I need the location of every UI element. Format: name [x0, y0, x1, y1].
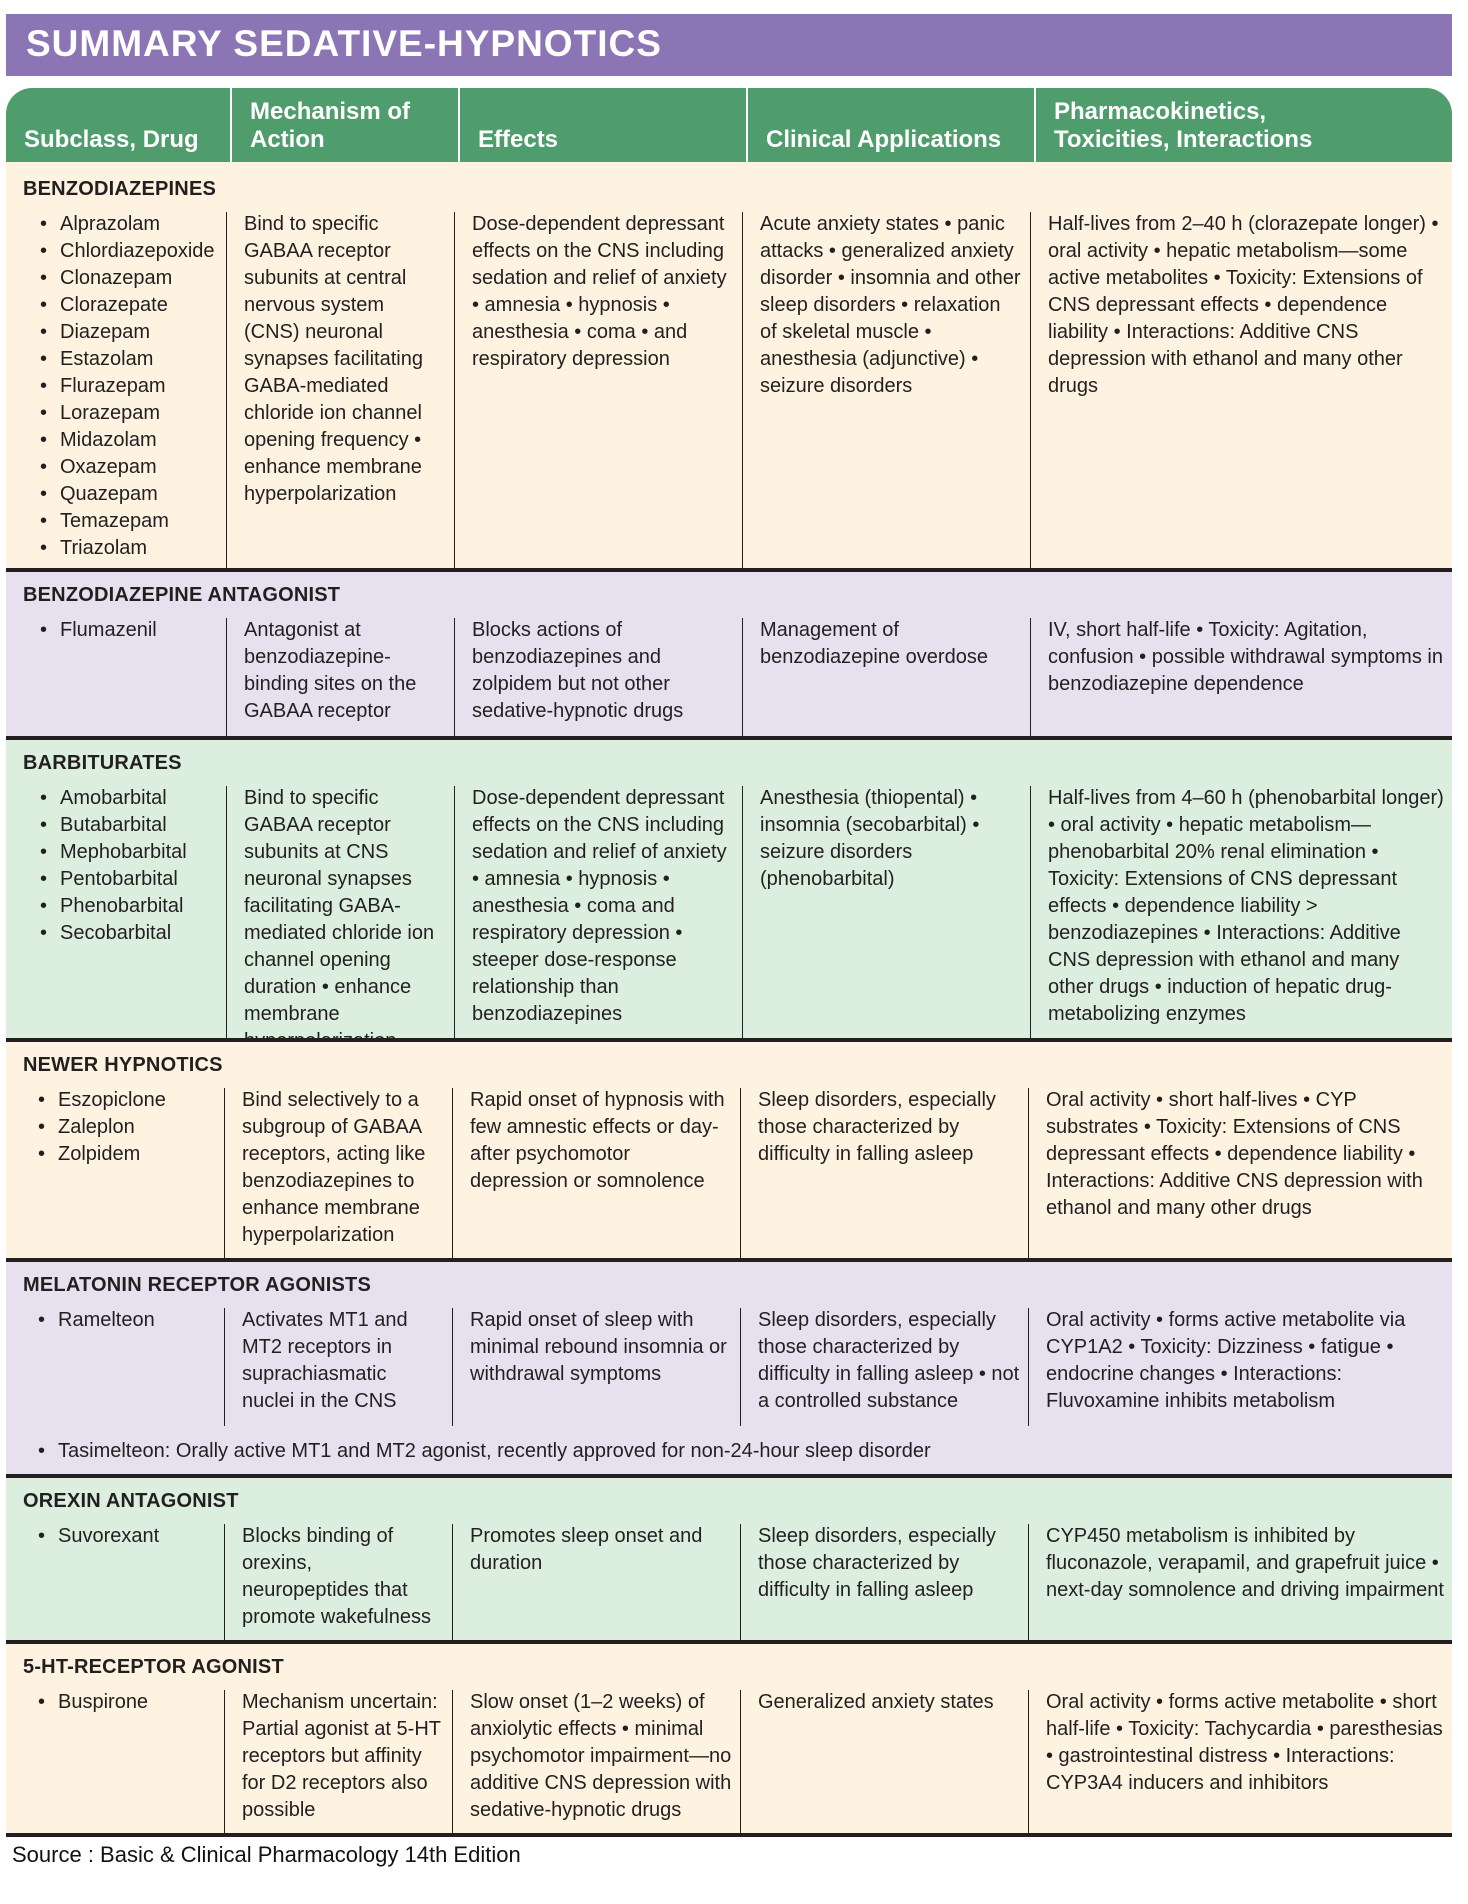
pharmacokinetics-cell: Oral activity • forms active metabolite • short half-life • Toxicity: Tachycardia • paresthesias • gastrointestinal distress • Interactions: CYP3A4 inducers and inhibitors [1046, 1691, 1443, 1794]
drug-item: • Pentobarbital [40, 866, 225, 893]
clinical-cell: Sleep disorders, especially those characterized by difficulty in falling asleep • not a controlled substance [758, 1309, 1020, 1412]
drug-item: • Mephobarbital [40, 839, 225, 866]
header-subclass: Subclass, Drug [6, 88, 232, 162]
clinical-cell: Anesthesia (thiopental) • insomnia (secobarbital) • seizure disorders (phenobarbital) [760, 787, 980, 890]
drug-item: • Ramelteon [38, 1307, 223, 1334]
mechanism-cell: Bind to specific GABAA receptor subunits at CNS neuronal synapses facilitating GABA-mediated chloride ion channel opening duration • enhance membrane [244, 787, 435, 1025]
mechanism-cell: Antagonist at benzodiazepine-binding sites on the GABAA receptor [244, 619, 417, 722]
section-5ht-agonist [6, 1644, 1452, 1833]
clinical-cell: Generalized anxiety states [758, 1691, 994, 1713]
mechanism-cell: Mechanism uncertain: Partial agonist at 5-HT receptors but affinity for D2 receptors also possible [242, 1691, 441, 1821]
mechanism-cell: Bind selectively to a subgroup of GABAA receptors, acting like benzodiazepines to enhance membrane hyperpolarization [242, 1089, 426, 1246]
effects-cell: Slow onset (1–2 weeks) of anxiolytic effects • minimal psychomotor impairment—no additive CNS depression with sedative-hypnotic drugs [470, 1691, 732, 1821]
clinical-cell: Acute anxiety states • panic attacks • generalized anxiety disorder • insomnia and other sleep disorders • relaxation of skeletal muscle • anesthesia (adjunctive) • seizure disorders [760, 213, 1021, 397]
mechanism-cell: Blocks binding of orexins, neuropeptides that promote wakefulness [242, 1525, 431, 1628]
header-mechanism: Mechanism of Action [232, 88, 460, 162]
drug-item: • Phenobarbital [40, 893, 225, 920]
drug-list [38, 1307, 223, 1334]
section-benzodiazepines [6, 162, 1452, 568]
header-clinical: Clinical Applications [748, 88, 1036, 162]
pharmacokinetics-cell: Oral activity • short half-lives • CYP substrates • Toxicity: Extensions of CNS depressant effects • dependence liability • Interactions: Additive CNS depression with ethanol and many other drugs [1046, 1089, 1423, 1219]
effects-cell: Promotes sleep onset and duration [470, 1525, 703, 1574]
section-orexin-antagonist [6, 1478, 1452, 1640]
section-title: 5-HT-RECEPTOR AGONIST [23, 1656, 284, 1678]
drug-item: • Oxazepam [40, 454, 225, 481]
tasimelteon-note: • Tasimelteon: Orally active MT1 and MT2 agonist, recently approved for non-24-hour sleep disorder [38, 1438, 1438, 1465]
drug-item: • Clorazepate [40, 292, 225, 319]
section-title: NEWER HYPNOTICS [23, 1054, 223, 1076]
section-title: BARBITURATES [23, 752, 182, 774]
drug-item: • Alprazolam [40, 211, 225, 238]
clinical-cell: Sleep disorders, especially those characterized by difficulty in falling asleep [758, 1525, 996, 1601]
source-credit: Source : Basic & Clinical Pharmacology 14th Edition [12, 1842, 521, 1867]
drug-item: • Flurazepam [40, 373, 225, 400]
drug-item: • Chlordiazepoxide [40, 238, 225, 265]
drug-item: • Butabarbital [40, 812, 225, 839]
effects-cell: Dose-dependent depressant effects on the CNS including sedation and relief of anxiety • amnesia • hypnosis • anesthesia • coma • and respiratory depression [472, 213, 727, 370]
drug-item: • Lorazepam [40, 400, 225, 427]
drug-list [40, 617, 225, 644]
pharmacokinetics-cell: Oral activity • forms active metabolite via CYP1A2 • Toxicity: Dizziness • fatigue • endocrine changes • Interactions: Fluvoxamine inhibits metabolism [1046, 1309, 1406, 1412]
section-title: BENZODIAZEPINES [23, 178, 217, 200]
drug-list [38, 1087, 223, 1168]
mechanism-cell: Activates MT1 and MT2 receptors in suprachiasmatic nuclei in the CNS [242, 1309, 408, 1412]
drug-item: • Clonazepam [40, 265, 225, 292]
drug-list [38, 1689, 223, 1716]
pharmacokinetics-cell: Half-lives from 4–60 h (phenobarbital longer) • oral activity • hepatic metabolism—phenobarbital 20% renal elimination • Toxicity: Extensions of CNS depressant effects • dependence liability > benzodiazepines • Interactions: Additive CNS depression with ethanol and many other drugs • induction of hepatic drug-metabolizing enzymes [1048, 787, 1444, 1025]
drug-item: • Zaleplon [38, 1114, 223, 1141]
pharmacokinetics-cell: CYP450 metabolism is inhibited by fluconazole, verapamil, and grapefruit juice • next-day somnolence and driving impairment [1046, 1525, 1444, 1601]
effects-cell: Blocks actions of benzodiazepines and zolpidem but not other sedative-hypnotic drugs [472, 619, 684, 722]
section-newer-hypnotics [6, 1042, 1452, 1258]
drug-item: • Triazolam [40, 535, 225, 562]
drug-item: • Eszopiclone [38, 1087, 223, 1114]
clinical-cell: Sleep disorders, especially those characterized by difficulty in falling asleep [758, 1089, 996, 1165]
section-title: BENZODIAZEPINE ANTAGONIST [23, 584, 341, 606]
effects-cell: Rapid onset of hypnosis with few amnestic effects or day-after psychomotor depression or somnolence [470, 1089, 725, 1192]
note-list [38, 1438, 1438, 1465]
header-effects: Effects [460, 88, 748, 162]
drug-item: • Secobarbital [40, 920, 225, 947]
mechanism-cell: Bind to specific GABAA receptor subunits at central nervous system (CNS) neuronal synapses facilitating GABA-mediated chloride ion channel opening frequency • enhance membrane hyperpolarization [244, 213, 423, 505]
header-pharmacokinetics: Pharmacokinetics, Toxicities, Interactions [1054, 98, 1313, 153]
drug-item: • Suvorexant [38, 1523, 223, 1550]
drug-list [38, 1523, 223, 1550]
section-title: MELATONIN RECEPTOR AGONISTS [23, 1274, 372, 1296]
effects-cell: Dose-dependent depressant effects on the CNS including sedation and relief of anxiety • amnesia • hypnosis • anesthesia • coma and respiratory depression • steeper dose-response relationship than benzodiazepines [472, 787, 727, 1025]
drug-list [40, 211, 225, 562]
page-title: SUMMARY SEDATIVE-HYPNOTICS [6, 14, 1452, 76]
drug-item: • Midazolam [40, 427, 225, 454]
section-title: OREXIN ANTAGONIST [23, 1490, 239, 1512]
drug-item: • Estazolam [40, 346, 225, 373]
drug-item: • Zolpidem [38, 1141, 223, 1168]
pharmacokinetics-cell: Half-lives from 2–40 h (clorazepate longer) • oral activity • hepatic metabolism—some active metabolites • Toxicity: Extensions of CNS depressant effects • dependence liability • Interactions: Additive CNS depression with ethanol and many other drugs [1048, 213, 1439, 397]
section-benzodiazepine-antagonist [6, 572, 1452, 736]
effects-cell: Rapid onset of sleep with minimal rebound insomnia or withdrawal symptoms [470, 1309, 727, 1385]
clinical-cell: Management of benzodiazepine overdose [760, 619, 988, 668]
drug-item: • Amobarbital [40, 785, 225, 812]
table-header [6, 88, 1452, 162]
pharmacokinetics-cell: IV, short half-life • Toxicity: Agitation, confusion • possible withdrawal symptoms in benzodiazepine dependence [1048, 619, 1443, 695]
drug-item: • Quazepam [40, 481, 225, 508]
drug-item: • Buspirone [38, 1689, 223, 1716]
section-barbiturates [6, 740, 1452, 1038]
drug-item: • Temazepam [40, 508, 225, 535]
drug-item: • Diazepam [40, 319, 225, 346]
drug-list [40, 785, 225, 947]
section-melatonin-agonists [6, 1262, 1452, 1474]
drug-item: • Flumazenil [40, 617, 225, 644]
